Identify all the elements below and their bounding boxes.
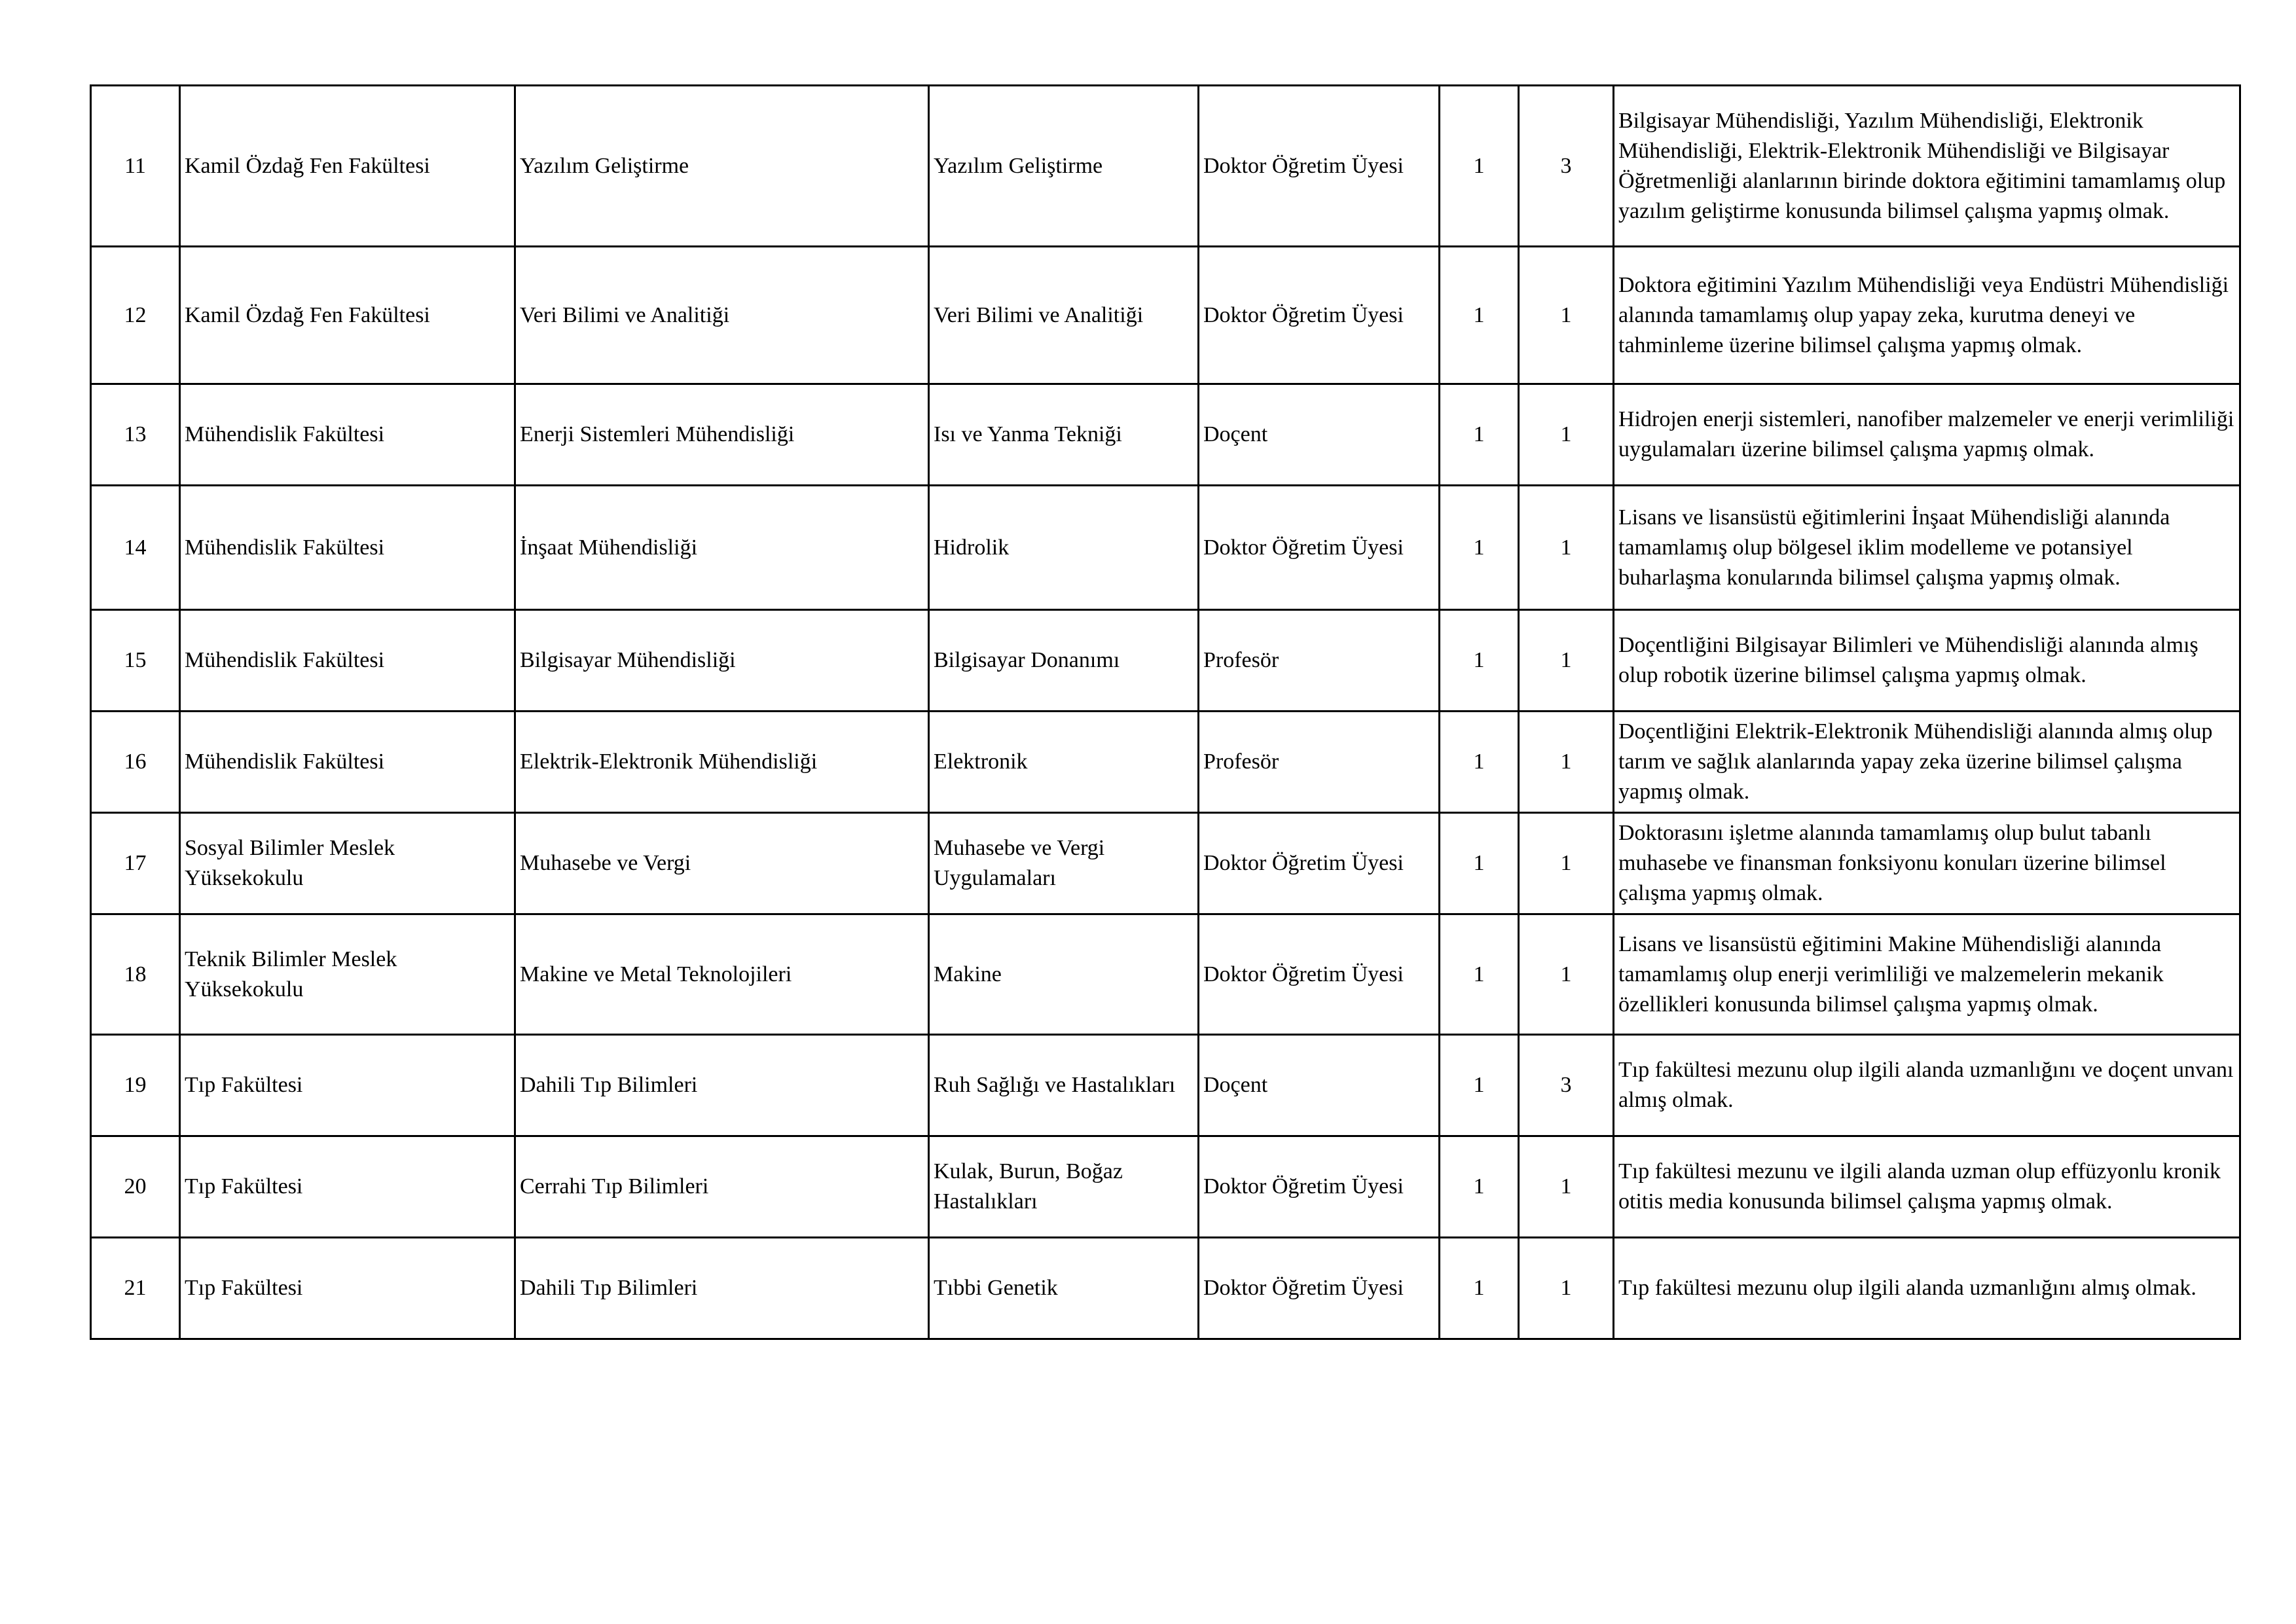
cell-faculty: Sosyal Bilimler Meslek Yüksekokulu [180,813,515,914]
cell-degree: 1 [1519,712,1614,813]
table-row [91,813,2240,914]
cell-faculty: Mühendislik Fakültesi [180,712,515,813]
cell-degree: 3 [1519,86,1614,247]
cell-requirements: Doçentliğini Bilgisayar Bilimleri ve Mühendisliği alanında almış olup robotik üzerine bilimsel çalışma yapmış olmak. [1614,610,2240,712]
table-row [91,1238,2240,1339]
cell-title: Doktor Öğretim Üyesi [1199,247,1440,384]
cell-department: Yazılım Geliştirme [515,86,929,247]
cell-number: 20 [91,1136,180,1238]
table-row [91,1136,2240,1238]
table-row [91,610,2240,712]
cell-title: Profesör [1199,712,1440,813]
cell-department: Enerji Sistemleri Mühendisliği [515,384,929,486]
cell-requirements: Bilgisayar Mühendisliği, Yazılım Mühendisliği, Elektronik Mühendisliği, Elektrik-Elektronik Mühendisliği ve Bilgisayar Öğretmenliği alanlarının birinde doktora eğitimini tamamlamış olup yazılım geliştirme konusunda bilimsel çalışma yapmış olmak. [1614,86,2240,247]
cell-degree: 1 [1519,486,1614,610]
cell-requirements: Lisans ve lisansüstü eğitimini Makine Mühendisliği alanında tamamlamış olup enerji verimliliği ve malzemelerin mekanik özellikleri konusunda bilimsel çalışma yapmış olmak. [1614,914,2240,1035]
cell-title: Doktor Öğretim Üyesi [1199,1136,1440,1238]
cell-degree: 3 [1519,1035,1614,1136]
cell-requirements: Lisans ve lisansüstü eğitimlerini İnşaat Mühendisliği alanında tamamlamış olup bölgesel iklim modelleme ve potansiyel buharlaşma konularında bilimsel çalışma yapmış olmak. [1614,486,2240,610]
cell-faculty: Kamil Özdağ Fen Fakültesi [180,247,515,384]
cell-faculty: Mühendislik Fakültesi [180,384,515,486]
cell-number: 13 [91,384,180,486]
cell-program: Veri Bilimi ve Analitiği [929,247,1199,384]
cell-staff-count: 1 [1440,384,1519,486]
cell-title: Doçent [1199,1035,1440,1136]
cell-degree: 1 [1519,1136,1614,1238]
cell-program: Makine [929,914,1199,1035]
cell-department: Bilgisayar Mühendisliği [515,610,929,712]
cell-number: 18 [91,914,180,1035]
cell-staff-count: 1 [1440,247,1519,384]
cell-number: 17 [91,813,180,914]
cell-staff-count: 1 [1440,610,1519,712]
cell-degree: 1 [1519,813,1614,914]
cell-staff-count: 1 [1440,1035,1519,1136]
cell-department: Veri Bilimi ve Analitiği [515,247,929,384]
cell-staff-count: 1 [1440,914,1519,1035]
cell-faculty: Tıp Fakültesi [180,1035,515,1136]
cell-program: Isı ve Yanma Tekniği [929,384,1199,486]
cell-degree: 1 [1519,610,1614,712]
cell-staff-count: 1 [1440,712,1519,813]
cell-title: Doçent [1199,384,1440,486]
cell-number: 21 [91,1238,180,1339]
cell-degree: 1 [1519,247,1614,384]
cell-number: 12 [91,247,180,384]
cell-requirements: Doktorasını işletme alanında tamamlamış olup bulut tabanlı muhasebe ve finansman fonksiyonu konuları üzerine bilimsel çalışma yapmış olmak. [1614,813,2240,914]
cell-requirements: Doktora eğitimini Yazılım Mühendisliği veya Endüstri Mühendisliği alanında tamamlamış olup yapay zeka, kurutma deneyi ve tahminleme üzerine bilimsel çalışma yapmış olmak. [1614,247,2240,384]
cell-program: Muhasebe ve Vergi Uygulamaları [929,813,1199,914]
cell-program: Elektronik [929,712,1199,813]
cell-number: 19 [91,1035,180,1136]
cell-staff-count: 1 [1440,1136,1519,1238]
table-row [91,86,2240,247]
cell-requirements: Tıp fakültesi mezunu olup ilgili alanda uzmanlığını ve doçent unvanı almış olmak. [1614,1035,2240,1136]
cell-faculty: Tıp Fakültesi [180,1238,515,1339]
cell-department: Makine ve Metal Teknolojileri [515,914,929,1035]
cell-faculty: Kamil Özdağ Fen Fakültesi [180,86,515,247]
cell-requirements: Doçentliğini Elektrik-Elektronik Mühendisliği alanında almış olup tarım ve sağlık alanlarında yapay zeka üzerine bilimsel çalışma yapmış olmak. [1614,712,2240,813]
table-row [91,1035,2240,1136]
cell-staff-count: 1 [1440,86,1519,247]
cell-department: Dahili Tıp Bilimleri [515,1035,929,1136]
cell-degree: 1 [1519,914,1614,1035]
positions-table [90,84,2241,1340]
cell-department: Elektrik-Elektronik Mühendisliği [515,712,929,813]
cell-staff-count: 1 [1440,486,1519,610]
table-row [91,247,2240,384]
cell-program: Tıbbi Genetik [929,1238,1199,1339]
cell-faculty: Tıp Fakültesi [180,1136,515,1238]
cell-program: Ruh Sağlığı ve Hastalıkları [929,1035,1199,1136]
cell-title: Profesör [1199,610,1440,712]
cell-department: İnşaat Mühendisliği [515,486,929,610]
cell-program: Kulak, Burun, Boğaz Hastalıkları [929,1136,1199,1238]
table-body [91,86,2240,1339]
cell-requirements: Tıp fakültesi mezunu ve ilgili alanda uzman olup effüzyonlu kronik otitis media konusunda bilimsel çalışma yapmış olmak. [1614,1136,2240,1238]
cell-degree: 1 [1519,1238,1614,1339]
cell-requirements: Hidrojen enerji sistemleri, nanofiber malzemeler ve enerji verimliliği uygulamaları üzerine bilimsel çalışma yapmış olmak. [1614,384,2240,486]
cell-number: 15 [91,610,180,712]
cell-department: Dahili Tıp Bilimleri [515,1238,929,1339]
cell-faculty: Mühendislik Fakültesi [180,610,515,712]
cell-title: Doktor Öğretim Üyesi [1199,86,1440,247]
cell-department: Cerrahi Tıp Bilimleri [515,1136,929,1238]
cell-program: Hidrolik [929,486,1199,610]
cell-degree: 1 [1519,384,1614,486]
cell-title: Doktor Öğretim Üyesi [1199,914,1440,1035]
cell-faculty: Teknik Bilimler Meslek Yüksekokulu [180,914,515,1035]
table-row [91,914,2240,1035]
table-row [91,486,2240,610]
cell-number: 11 [91,86,180,247]
cell-number: 16 [91,712,180,813]
cell-program: Yazılım Geliştirme [929,86,1199,247]
cell-program: Bilgisayar Donanımı [929,610,1199,712]
cell-title: Doktor Öğretim Üyesi [1199,1238,1440,1339]
table-row [91,712,2240,813]
cell-staff-count: 1 [1440,813,1519,914]
cell-faculty: Mühendislik Fakültesi [180,486,515,610]
cell-number: 14 [91,486,180,610]
cell-title: Doktor Öğretim Üyesi [1199,813,1440,914]
cell-staff-count: 1 [1440,1238,1519,1339]
cell-requirements: Tıp fakültesi mezunu olup ilgili alanda uzmanlığını almış olmak. [1614,1238,2240,1339]
cell-department: Muhasebe ve Vergi [515,813,929,914]
table-row [91,384,2240,486]
cell-title: Doktor Öğretim Üyesi [1199,486,1440,610]
